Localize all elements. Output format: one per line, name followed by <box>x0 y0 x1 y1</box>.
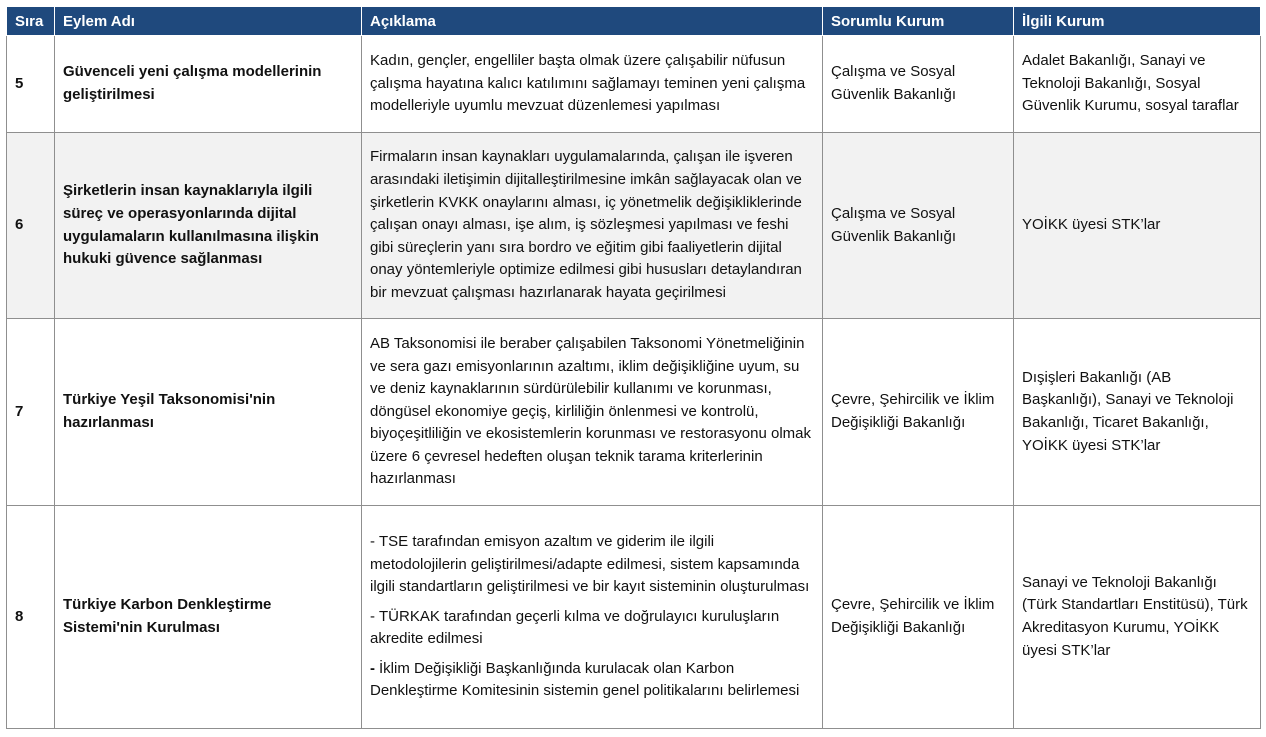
related-institution: Sanayi ve Teknoloji Bakanlığı (Türk Standartları Enstitüsü), Türk Akreditasyon Kurumu, YOİKK üyesi STK’lar <box>1014 506 1261 729</box>
bullet-marker: - <box>370 659 375 677</box>
related-institution: Adalet Bakanlığı, Sanayi ve Teknoloji Bakanlığı, Sosyal Güvenlik Kurumu, sosyal taraflar <box>1014 36 1261 133</box>
table-header <box>7 7 1261 36</box>
action-name: Şirketlerin insan kaynaklarıyla ilgili süreç ve operasyonlarında dijital uygulamaların kullanılmasına ilişkin hukuki güvence sağlanması <box>55 133 362 319</box>
header-ilgili-kurum: İlgili Kurum <box>1014 7 1261 36</box>
header-eylem-adi: Eylem Adı <box>55 7 362 36</box>
action-description-bullets <box>362 506 823 729</box>
action-name: Türkiye Karbon Denkleştirme Sistemi'nin Kurulması <box>55 506 362 729</box>
description-bullet <box>370 531 814 599</box>
header-aciklama: Açıklama <box>362 7 823 36</box>
header-sorumlu-kurum: Sorumlu Kurum <box>823 7 1014 36</box>
table-body <box>7 36 1261 729</box>
action-description: Kadın, gençler, engelliler başta olmak üzere çalışabilir nüfusun çalışma hayatına kalıcı katılımını sağlamayı teminen yeni çalışma modelleriyle uyumlu mevzuat düzenlemesi yapılması <box>362 36 823 133</box>
responsible-institution: Çalışma ve Sosyal Güvenlik Bakanlığı <box>823 133 1014 319</box>
header-row <box>7 7 1261 36</box>
related-institution: Dışişleri Bakanlığı (AB Başkanlığı), Sanayi ve Teknoloji Bakanlığı, Ticaret Bakanlığı, YOİKK üyesi STK’lar <box>1014 319 1261 506</box>
bullet-text: TSE tarafından emisyon azaltım ve giderim ile ilgili metodolojilerin geliştirilmesi/adapte edilmesi, sistem kapsamında ilgili standartların geliştirilmesi ve bir kayıt sisteminin oluşturulması <box>370 532 810 596</box>
row-number: 5 <box>7 36 55 133</box>
table-row <box>7 36 1261 133</box>
row-number: 7 <box>7 319 55 506</box>
responsible-institution: Çalışma ve Sosyal Güvenlik Bakanlığı <box>823 36 1014 133</box>
row-number: 6 <box>7 133 55 319</box>
table-row <box>7 319 1261 506</box>
action-description: AB Taksonomisi ile beraber çalışabilen Taksonomi Yönetmeliğinin ve sera gazı emisyonlarının azaltımı, iklim değişikliğine uyum, su ve deniz kaynaklarının sürdürülebilir kullanımı ve korunması, döngüsel ekonomiye geçiş, kirliliğin önlenmesi ve kontrolü, biyoçeşitliliğin ve ekosistemlerin korunması ve restorasyonu olmak üzere 6 çevresel hedeften oluşan teknik tarama kriterlerinin hazırlanması <box>362 319 823 506</box>
responsible-institution: Çevre, Şehircilik ve İklim Değişikliği Bakanlığı <box>823 506 1014 729</box>
responsible-institution: Çevre, Şehircilik ve İklim Değişikliği Bakanlığı <box>823 319 1014 506</box>
action-name: Türkiye Yeşil Taksonomisi'nin hazırlanması <box>55 319 362 506</box>
row-number: 8 <box>7 506 55 729</box>
description-bullet <box>370 658 814 703</box>
action-plan-table-container <box>6 6 1261 729</box>
bullet-marker: - <box>370 532 375 550</box>
related-institution: YOİKK üyesi STK’lar <box>1014 133 1261 319</box>
action-name: Güvenceli yeni çalışma modellerinin geliştirilmesi <box>55 36 362 133</box>
header-sira: Sıra <box>7 7 55 36</box>
bullet-text: İklim Değişikliği Başkanlığında kurulacak olan Karbon Denkleştirme Komitesinin sistemin genel politikalarını belirlemesi <box>370 659 800 700</box>
description-bullet <box>370 606 814 651</box>
bullet-text: TÜRKAK tarafından geçerli kılma ve doğrulayıcı kuruluşların akredite edilmesi <box>370 607 780 648</box>
table-row <box>7 133 1261 319</box>
action-plan-table <box>6 6 1261 729</box>
action-description: Firmaların insan kaynakları uygulamalarında, çalışan ile işveren arasındaki iletişimin dijitalleştirilmesine imkân sağlayacak olan ve şirketlerin KVKK onaylarını alması, iç yönetmelik değişikliklerinde çalışan onayı alması, işe alım, iş sözleşmesi yapılması ve feshi gibi süreçlerin yanı sıra bordro ve eğitim gibi faaliyetlerin dijital onay yöntemleriyle optimize edilmesi gibi hususları detaylandıran bir mevzuat çalışması hazırlanarak hayata geçirilmesi <box>362 133 823 319</box>
table-row <box>7 506 1261 729</box>
bullet-marker: - <box>370 607 375 625</box>
